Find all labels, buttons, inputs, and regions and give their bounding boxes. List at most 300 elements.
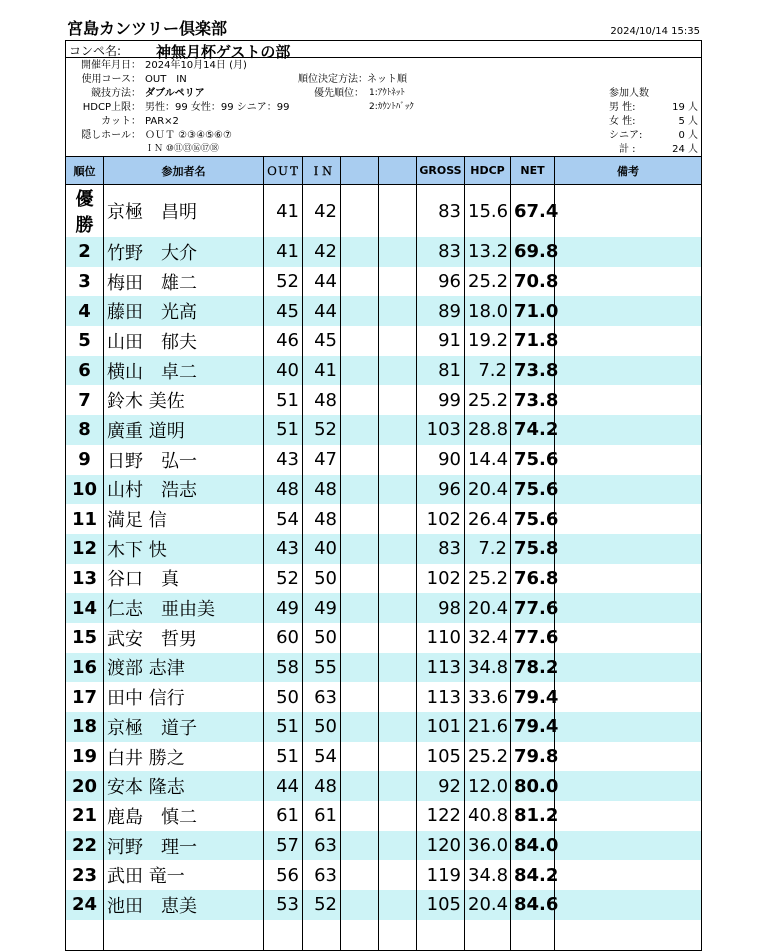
cell-empty [379,237,417,267]
cell-out: 51 [264,385,303,415]
cell-rank: 4 [66,296,104,326]
cut-value: PAR×2 [145,116,179,127]
cell-name: 京極 昌明 [104,185,264,238]
cell-empty [341,267,379,297]
cell-gross: 102 [417,564,465,594]
cell-gross: 99 [417,385,465,415]
cell-empty [555,504,702,534]
header-out: ＯＵＴ [264,157,303,185]
cell-out: 49 [264,593,303,623]
cell-empty [379,742,417,772]
cell-net: 69.8 [511,237,555,267]
cell-empty [104,920,264,951]
cell-in: 50 [303,623,341,653]
cell-net: 75.6 [511,475,555,505]
cell-in: 47 [303,445,341,475]
cell-empty [379,415,417,445]
cell-name: 山田 郁夫 [104,326,264,356]
cell-hdcp: 21.6 [465,712,511,742]
cell-name: 廣重 道明 [104,415,264,445]
cell-empty [555,801,702,831]
cell-gross: 110 [417,623,465,653]
cell-empty [379,267,417,297]
table-row [66,534,702,564]
cell-out: 58 [264,653,303,683]
cell-empty [341,801,379,831]
cell-net: 70.8 [511,267,555,297]
cell-in: 42 [303,185,341,238]
female-count: 5 人 [678,116,698,127]
hidden-holes-label: 隠しホール： [81,130,141,141]
cell-hdcp: 40.8 [465,801,511,831]
table-header-row [66,157,702,185]
cell-empty [555,385,702,415]
cell-out: 52 [264,267,303,297]
cell-net: 80.0 [511,771,555,801]
cell-net: 67.4 [511,185,555,238]
cell-in: 41 [303,356,341,386]
cell-net: 78.2 [511,653,555,683]
cell-empty [341,185,379,238]
cell-empty [555,475,702,505]
participants-title: 参加人数 [609,88,649,99]
cell-empty [379,185,417,238]
cell-out: 46 [264,326,303,356]
cell-rank: 7 [66,385,104,415]
compe-name: 神無月杯ゲストの部 [156,43,291,61]
table-row [66,890,702,920]
cell-hdcp: 20.4 [465,475,511,505]
cell-empty [511,920,555,951]
compe-title-bar [65,40,702,61]
cell-empty [341,623,379,653]
cell-empty [379,475,417,505]
cell-out: 48 [264,475,303,505]
cell-net: 77.6 [511,623,555,653]
cell-out: 57 [264,831,303,861]
cell-hdcp: 25.2 [465,267,511,297]
cell-gross: 101 [417,712,465,742]
cell-rank: 13 [66,564,104,594]
senior-count: 0 人 [678,130,698,141]
cell-empty [555,237,702,267]
table-row [66,445,702,475]
cell-gross: 96 [417,475,465,505]
cell-empty [555,920,702,951]
cell-out: 51 [264,712,303,742]
cut-label: カット： [101,116,141,127]
cell-empty [341,771,379,801]
cell-gross: 113 [417,653,465,683]
cell-empty [555,356,702,386]
cell-empty [555,326,702,356]
cell-gross: 103 [417,415,465,445]
cell-empty [379,593,417,623]
cell-hdcp: 25.2 [465,742,511,772]
cell-hdcp: 14.4 [465,445,511,475]
table-row [66,831,702,861]
cell-empty [555,890,702,920]
table-row [66,326,702,356]
table-row [66,296,702,326]
cell-empty [379,356,417,386]
header-gross: GROSS [417,157,465,185]
cell-gross: 89 [417,296,465,326]
cell-hdcp: 34.8 [465,653,511,683]
cell-out: 51 [264,415,303,445]
hidden-holes-out: ＯＵＴ ②③④⑤⑥⑦ [145,130,232,141]
header-name: 参加者名 [104,157,264,185]
cell-out: 41 [264,237,303,267]
cell-hdcp: 34.8 [465,860,511,890]
cell-in: 48 [303,771,341,801]
cell-empty [341,415,379,445]
cell-gross: 91 [417,326,465,356]
cell-empty [555,534,702,564]
cell-empty [465,920,511,951]
cell-name: 横山 卓二 [104,356,264,386]
cell-name: 鈴木 美佐 [104,385,264,415]
course-label: 使用コース： [81,74,141,85]
cell-name: 木下 快 [104,534,264,564]
total-count: 24 人 [672,144,698,155]
table-row [66,593,702,623]
cell-empty [341,296,379,326]
cell-empty [66,920,104,951]
table-row [66,237,702,267]
cell-empty [417,920,465,951]
info-panel [65,57,702,157]
cell-empty [341,712,379,742]
cell-out: 56 [264,860,303,890]
method-value: ダブルペリア [145,88,205,99]
cell-empty [379,296,417,326]
cell-name: 渡部 志津 [104,653,264,683]
cell-in: 44 [303,267,341,297]
cell-empty [555,623,702,653]
cell-name: 安本 隆志 [104,771,264,801]
header-rank: 順位 [66,157,104,185]
header-note: 備考 [555,157,702,185]
cell-in: 48 [303,385,341,415]
table-row [66,712,702,742]
cell-hdcp: 12.0 [465,771,511,801]
cell-gross: 105 [417,890,465,920]
priority-1: 1:ｱｳﾄﾈｯﾄ [369,88,405,98]
cell-net: 73.8 [511,385,555,415]
cell-empty [341,593,379,623]
cell-empty [341,653,379,683]
header-empty-2 [379,157,417,185]
table-row [66,475,702,505]
cell-gross: 83 [417,185,465,238]
cell-rank: 11 [66,504,104,534]
cell-net: 71.8 [511,326,555,356]
cell-in: 54 [303,742,341,772]
cell-hdcp: 36.0 [465,831,511,861]
date-value: 2024年10月14日 (月) [145,60,247,71]
cell-hdcp: 13.2 [465,237,511,267]
cell-hdcp: 28.8 [465,415,511,445]
cell-net: 84.2 [511,860,555,890]
cell-net: 73.8 [511,356,555,386]
cell-in: 55 [303,653,341,683]
cell-hdcp: 7.2 [465,356,511,386]
male-label: 男 性: [609,102,636,113]
cell-in: 63 [303,831,341,861]
priority-2: 2:ｶｳﾝﾄﾊﾞｯｸ [369,102,414,112]
cell-net: 79.8 [511,742,555,772]
cell-empty [379,890,417,920]
cell-rank: 8 [66,415,104,445]
cell-empty [341,742,379,772]
cell-empty [555,185,702,238]
cell-hdcp: 7.2 [465,534,511,564]
cell-rank: 24 [66,890,104,920]
cell-gross: 90 [417,445,465,475]
cell-empty [379,920,417,951]
cell-empty [341,564,379,594]
cell-rank: 優勝 [66,185,104,238]
cell-net: 84.6 [511,890,555,920]
header-empty-1 [341,157,379,185]
cell-name: 日野 弘一 [104,445,264,475]
cell-name: 田中 信行 [104,682,264,712]
cell-net: 79.4 [511,712,555,742]
cell-rank: 19 [66,742,104,772]
table-row-blank [66,920,702,951]
cell-empty [379,682,417,712]
table-row [66,682,702,712]
cell-hdcp: 15.6 [465,185,511,238]
cell-gross: 92 [417,771,465,801]
table-row [66,415,702,445]
cell-in: 52 [303,415,341,445]
cell-hdcp: 25.2 [465,385,511,415]
cell-rank: 15 [66,623,104,653]
cell-empty [264,920,303,951]
compe-label: コンペ名: [69,44,122,58]
cell-rank: 10 [66,475,104,505]
cell-empty [555,564,702,594]
club-name: 宮島カンツリー倶楽部 [67,19,228,38]
cell-name: 山村 浩志 [104,475,264,505]
total-label: 計 : [619,144,636,155]
cell-net: 75.8 [511,534,555,564]
table-row [66,385,702,415]
cell-out: 54 [264,504,303,534]
cell-empty [555,415,702,445]
cell-rank: 18 [66,712,104,742]
cell-empty [341,831,379,861]
cell-rank: 5 [66,326,104,356]
cell-name: 谷口 真 [104,564,264,594]
table-row [66,185,702,238]
cell-out: 40 [264,356,303,386]
male-count: 19 人 [672,102,698,113]
cell-empty [341,920,379,951]
cell-name: 梅田 雄二 [104,267,264,297]
cell-out: 43 [264,534,303,564]
cell-in: 63 [303,860,341,890]
table-row [66,564,702,594]
cell-empty [555,831,702,861]
cell-empty [341,475,379,505]
cell-empty [555,296,702,326]
cell-empty [379,712,417,742]
cell-net: 81.2 [511,801,555,831]
header-hdcp: HDCP [465,157,511,185]
cell-name: 鹿島 慎二 [104,801,264,831]
cell-name: 仁志 亜由美 [104,593,264,623]
cell-out: 41 [264,185,303,238]
cell-rank: 16 [66,653,104,683]
cell-in: 50 [303,712,341,742]
cell-in: 49 [303,593,341,623]
table-row [66,860,702,890]
cell-empty [379,860,417,890]
cell-empty [341,682,379,712]
priority-label: 優先順位： [314,88,364,99]
cell-out: 50 [264,682,303,712]
cell-name: 藤田 光高 [104,296,264,326]
cell-in: 48 [303,475,341,505]
cell-empty [379,623,417,653]
cell-net: 84.0 [511,831,555,861]
cell-gross: 120 [417,831,465,861]
female-label: 女 性: [609,116,636,127]
cell-rank: 17 [66,682,104,712]
cell-net: 75.6 [511,504,555,534]
cell-hdcp: 20.4 [465,890,511,920]
cell-empty [341,534,379,564]
cell-name: 白井 勝之 [104,742,264,772]
cell-empty [379,564,417,594]
cell-gross: 113 [417,682,465,712]
cell-net: 74.2 [511,415,555,445]
cell-in: 52 [303,890,341,920]
cell-empty [555,771,702,801]
senior-label: シニア: [609,130,643,141]
cell-rank: 20 [66,771,104,801]
table-row [66,801,702,831]
cell-net: 79.4 [511,682,555,712]
cell-empty [555,742,702,772]
hidden-holes-in: ＩＮ ⑩⑪⑬⑯⑰⑱ [145,144,219,154]
cell-out: 43 [264,445,303,475]
cell-out: 52 [264,564,303,594]
cell-rank: 21 [66,801,104,831]
cell-in: 45 [303,326,341,356]
cell-rank: 14 [66,593,104,623]
cell-gross: 105 [417,742,465,772]
cell-hdcp: 25.2 [465,564,511,594]
cell-hdcp: 32.4 [465,623,511,653]
cell-empty [555,445,702,475]
cell-empty [341,890,379,920]
cell-in: 61 [303,801,341,831]
cell-hdcp: 26.4 [465,504,511,534]
print-datetime: 2024/10/14 15:35 [610,26,700,37]
cell-in: 40 [303,534,341,564]
method-label: 競技方法： [91,88,141,99]
cell-out: 53 [264,890,303,920]
table-row [66,742,702,772]
cell-out: 61 [264,801,303,831]
hdcp-limit-label: HDCP上限： [82,102,141,113]
cell-empty [555,860,702,890]
cell-out: 45 [264,296,303,326]
table-row [66,623,702,653]
cell-name: 河野 理一 [104,831,264,861]
table-row [66,771,702,801]
cell-hdcp: 18.0 [465,296,511,326]
header-in: ＩＮ [303,157,341,185]
cell-empty [379,445,417,475]
order-method-value: ネット順 [367,74,407,85]
cell-gross: 122 [417,801,465,831]
cell-rank: 2 [66,237,104,267]
cell-gross: 98 [417,593,465,623]
cell-rank: 22 [66,831,104,861]
cell-in: 44 [303,296,341,326]
cell-empty [555,267,702,297]
cell-gross: 83 [417,534,465,564]
cell-empty [379,653,417,683]
cell-empty [555,682,702,712]
cell-empty [379,326,417,356]
cell-net: 76.8 [511,564,555,594]
cell-gross: 81 [417,356,465,386]
results-table [65,156,702,951]
cell-out: 51 [264,742,303,772]
cell-gross: 102 [417,504,465,534]
table-row [66,653,702,683]
order-method-label: 順位決定方法： [298,74,368,85]
cell-empty [379,534,417,564]
cell-empty [379,771,417,801]
cell-in: 50 [303,564,341,594]
cell-empty [555,593,702,623]
cell-rank: 6 [66,356,104,386]
cell-empty [341,860,379,890]
cell-empty [379,831,417,861]
cell-in: 63 [303,682,341,712]
cell-empty [379,504,417,534]
cell-gross: 83 [417,237,465,267]
cell-empty [303,920,341,951]
cell-gross: 96 [417,267,465,297]
cell-out: 44 [264,771,303,801]
course-value: OUT IN [145,74,187,85]
cell-empty [341,385,379,415]
cell-hdcp: 33.6 [465,682,511,712]
cell-net: 71.0 [511,296,555,326]
cell-name: 武田 竜一 [104,860,264,890]
cell-net: 77.6 [511,593,555,623]
cell-empty [341,445,379,475]
cell-empty [379,801,417,831]
cell-in: 48 [303,504,341,534]
date-label: 開催年月日： [81,60,141,71]
cell-name: 竹野 大介 [104,237,264,267]
cell-rank: 3 [66,267,104,297]
cell-rank: 9 [66,445,104,475]
table-row [66,267,702,297]
cell-empty [555,653,702,683]
cell-out: 60 [264,623,303,653]
cell-name: 武安 哲男 [104,623,264,653]
